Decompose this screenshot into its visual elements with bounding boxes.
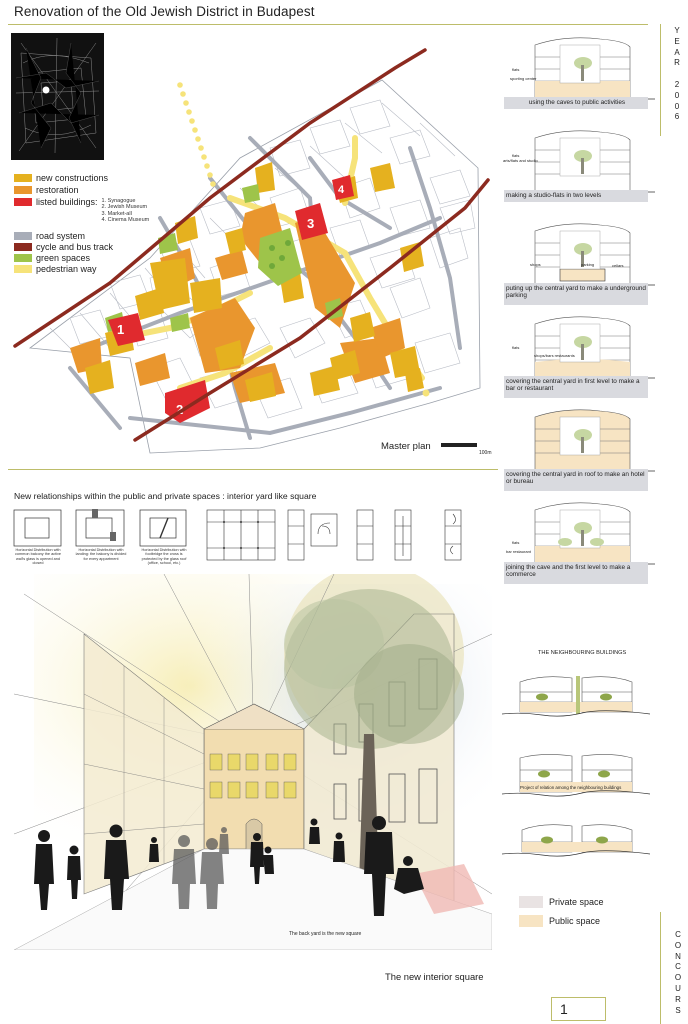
section-6-label-bar: bar restaurant [506,549,531,554]
neighbouring-sections [502,662,652,872]
relation-caption-1: Horizontal Distribution with common balcony the active wall's glass is opened and closed [14,548,61,566]
section-1-label-sporting: sporting center [510,76,537,81]
relations-heading: New relationships within the public and private spaces : interior yard like square [14,491,317,501]
section-caption-5: covering the central yard in roof to make an hotel or bureau [506,471,645,485]
marker-3: 3 [307,216,315,231]
section-4-label-flats: flats [512,345,520,350]
section-1-label-flats: flats [512,67,520,72]
master-plan-label: Master plan [381,441,431,452]
legend-pedestrian: pedestrian way [14,264,97,274]
private-space-label: Private space [549,897,604,907]
section-caption-6: joining the cave and the first level to make a commerce [506,564,631,578]
marker-4: 4 [338,184,345,196]
section-caption-3: puting up the central yard to make a underground parking [506,285,646,299]
legend-cycle-bus: cycle and bus track [14,242,113,252]
perspective-inner-caption: The back yard is the new square [289,931,362,937]
legend-road-system: road system [14,231,85,241]
section-4-label-shops: shops/bars restaurants [534,353,575,358]
section-caption-1: using the caves to public activities [528,99,626,106]
section-3-label-cellars: cellars [612,263,624,268]
public-space-label: Public space [549,916,601,926]
scale-label: 100m [479,450,492,456]
neighbouring-heading: THE NEIGHBOURING BUILDINGS [538,650,627,656]
concours-rule [660,912,661,1024]
perspective-caption: The new interior square [385,971,484,982]
section-6-label-flats: flats [512,540,520,545]
section-caption-2: making a studio-flats in two levels [506,192,602,199]
neighbouring-caption: Project of relation among the neighbouring buildings [520,785,622,790]
legend-green: green spaces [14,253,90,263]
legend-restoration: restoration [14,185,79,195]
public-space-swatch [519,915,543,927]
year-vertical-label: Y E A R 2 0 0 6 [674,26,680,122]
page-title: Renovation of the Old Jewish District in Budapest [14,4,315,19]
relations-rule [8,469,498,470]
section-caption-4: covering the central yard in first level to make a bar or restaurant [506,378,640,392]
page-number-box [551,997,606,1021]
legend-new-constructions: new constructions [14,173,108,183]
page-number: 1 [560,1001,568,1017]
relation-caption-2: Horizontal Distribution with landing: the balcony is divided for every appartment [75,548,127,561]
legend-listed-buildings: listed buildings: 1. Synagogue 2. Jewish Museum 3. Market-all 4. Cinema Museum [14,197,149,223]
private-space-swatch [519,896,543,908]
marker-1: 1 [117,322,125,337]
section-2-label-studio: arts/flats and studio [503,158,538,163]
section-3-label-shops: shops [530,262,541,267]
right-rule [660,24,661,136]
title-rule [8,24,648,25]
relation-caption-3: Horizontal Distribution with footbridge the cross is protected by the glass roof (office, school, etc.) [141,548,187,566]
interior-square-perspective [14,574,492,950]
marker-2: 2 [176,402,184,417]
concours-vertical-label: C O N C O U R S [674,930,682,1015]
section-3-label-parking: parking [581,262,595,267]
master-plan-map [10,28,500,460]
section-2-label-flats: flats [512,153,520,158]
